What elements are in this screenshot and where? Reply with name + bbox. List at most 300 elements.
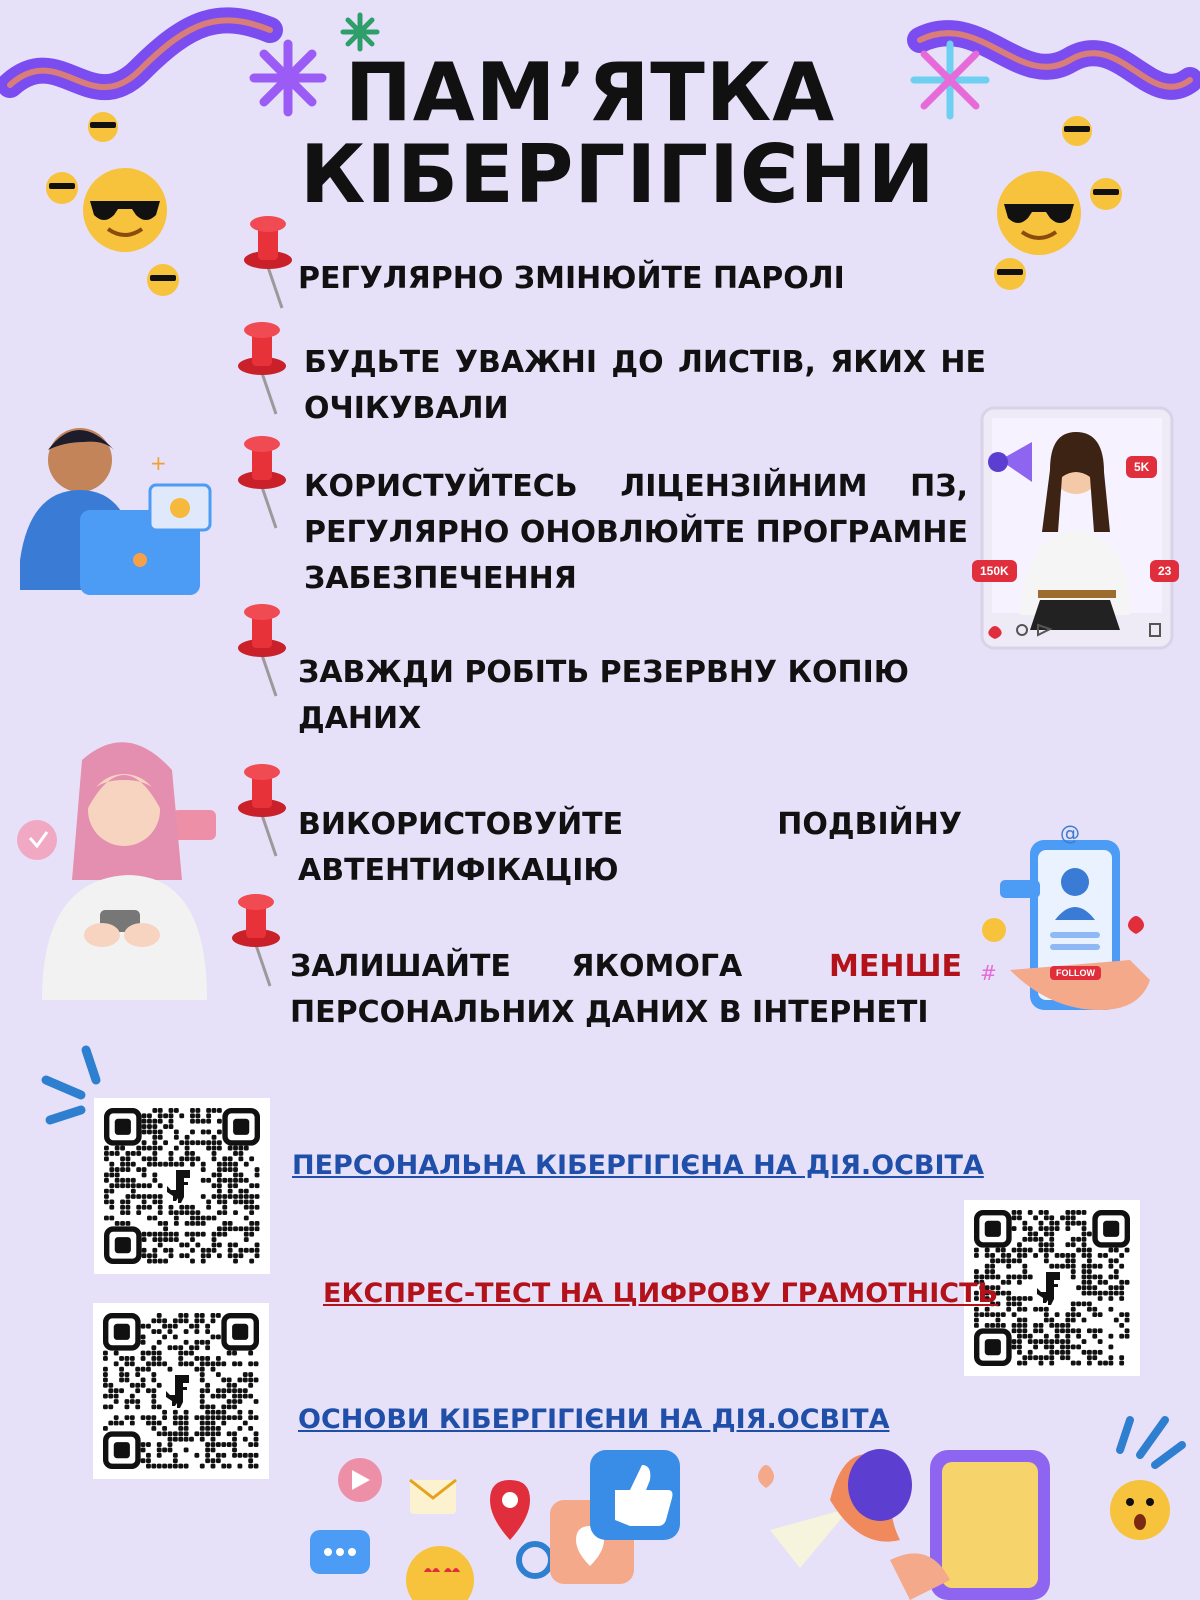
qr-module (1017, 1296, 1022, 1301)
qr-module (212, 1194, 217, 1199)
qr-module (217, 1232, 222, 1237)
qr-module (1071, 1275, 1076, 1280)
qr-module (162, 1410, 167, 1415)
qr-module (109, 1216, 114, 1221)
qr-module (232, 1351, 237, 1356)
qr-module (1044, 1253, 1049, 1258)
qr-module (244, 1194, 249, 1199)
qr-module (1017, 1307, 1022, 1312)
qr-module (1028, 1350, 1033, 1355)
qr-module (244, 1226, 249, 1231)
qr-module (1065, 1221, 1070, 1226)
qr-module (1001, 1312, 1006, 1317)
sunglasses-emoji (86, 110, 120, 144)
qr-finder-pattern (977, 1213, 1009, 1245)
qr-module (108, 1421, 113, 1426)
qr-module (211, 1426, 216, 1431)
qr-module (212, 1156, 217, 1161)
qr-module (158, 1259, 163, 1264)
qr-module (1119, 1291, 1124, 1296)
qr-module (126, 1221, 131, 1226)
qr-module (1049, 1355, 1054, 1360)
qr-module (1098, 1312, 1103, 1317)
qr-module (1022, 1264, 1027, 1269)
qr-module (1017, 1318, 1022, 1323)
qr-module (1087, 1253, 1092, 1258)
pushpin-icon (226, 890, 286, 990)
qr-module (184, 1431, 189, 1436)
qr-module (146, 1367, 151, 1372)
qr-module (103, 1404, 108, 1409)
qr-module (232, 1383, 237, 1388)
pushpin-icon (232, 760, 292, 860)
qr-module (189, 1345, 194, 1350)
qr-module (233, 1162, 238, 1167)
qr-module (151, 1351, 156, 1356)
qr-module (254, 1431, 259, 1436)
qr-module (163, 1226, 168, 1231)
link-personal-cyberhygiene[interactable]: ПЕРСОНАЛЬНА КІБЕРГІГІЄНА НА ДІЯ.ОСВІТА (292, 1150, 984, 1181)
qr-module (990, 1323, 995, 1328)
qr-code-basics[interactable] (93, 1303, 269, 1479)
qr-module (1065, 1264, 1070, 1269)
qr-module (228, 1194, 233, 1199)
qr-module (1033, 1355, 1038, 1360)
pushpin-icon (232, 432, 292, 532)
qr-module (238, 1146, 243, 1151)
qr-module (1087, 1350, 1092, 1355)
qr-module (1022, 1361, 1027, 1366)
qr-module (1108, 1355, 1113, 1360)
qr-module (212, 1140, 217, 1145)
qr-module (184, 1464, 189, 1469)
qr-module (201, 1162, 206, 1167)
qr-module (142, 1253, 147, 1258)
qr-module (158, 1194, 163, 1199)
qr-module (1060, 1253, 1065, 1258)
qr-module (996, 1318, 1001, 1323)
link-cyberhygiene-basics[interactable]: ОСНОВИ КІБЕРГІГІЄНИ НА ДІЯ.ОСВІТА (298, 1404, 890, 1435)
dino-logo-icon (166, 1375, 189, 1408)
qr-module (157, 1404, 162, 1409)
qr-module (255, 1226, 260, 1231)
qr-module (119, 1388, 124, 1393)
qr-module (189, 1361, 194, 1366)
qr-module (1076, 1248, 1081, 1253)
qr-module (151, 1329, 156, 1334)
qr-module (108, 1388, 113, 1393)
qr-module (126, 1151, 131, 1156)
qr-module (1039, 1221, 1044, 1226)
qr-module (114, 1351, 119, 1356)
qr-module (120, 1205, 125, 1210)
qr-module (1087, 1307, 1092, 1312)
qr-module (1012, 1323, 1017, 1328)
qr-module (126, 1156, 131, 1161)
qr-module (1071, 1258, 1076, 1263)
qr-module (1108, 1307, 1113, 1312)
qr-module (1044, 1334, 1049, 1339)
qr-module (255, 1183, 260, 1188)
qr-module (1108, 1285, 1113, 1290)
qr-finder-pattern (1095, 1213, 1127, 1245)
qr-module (114, 1415, 119, 1420)
sunglasses-emoji (992, 256, 1028, 292)
qr-module (152, 1232, 157, 1237)
qr-module (1082, 1350, 1087, 1355)
qr-module (1044, 1248, 1049, 1253)
qr-module (233, 1253, 238, 1258)
qr-module (194, 1453, 199, 1458)
qr-module (1071, 1221, 1076, 1226)
qr-module (1006, 1258, 1011, 1263)
qr-module (194, 1356, 199, 1361)
qr-module (211, 1318, 216, 1323)
qr-module (232, 1388, 237, 1393)
qr-module (217, 1199, 222, 1204)
qr-module (1017, 1258, 1022, 1263)
qr-module (104, 1178, 109, 1183)
qr-module (249, 1210, 254, 1215)
qr-module (1082, 1210, 1087, 1215)
sunglasses-emoji (994, 168, 1084, 258)
qr-module (1033, 1323, 1038, 1328)
qr-module (222, 1210, 227, 1215)
qr-module (255, 1167, 260, 1172)
qr-module (216, 1372, 221, 1377)
qr-module (169, 1113, 174, 1118)
qr-module (152, 1248, 157, 1253)
title-line-2: КІБЕРГІГІЄНИ (300, 128, 936, 221)
qr-module (178, 1415, 183, 1420)
qr-module (1071, 1361, 1076, 1366)
qr-module (243, 1378, 248, 1383)
qr-module (184, 1421, 189, 1426)
qr-module (244, 1162, 249, 1167)
link-express-test[interactable]: ЕКСПРЕС-ТЕСТ НА ЦИФРОВУ ГРАМОТНІСТЬ (323, 1278, 999, 1309)
qr-module (974, 1253, 979, 1258)
qr-module (1044, 1339, 1049, 1344)
qr-module (237, 1394, 242, 1399)
qr-module (162, 1324, 167, 1329)
qr-module (152, 1124, 157, 1129)
qr-module (1065, 1328, 1070, 1333)
qr-module (174, 1232, 179, 1237)
qr-module (1028, 1237, 1033, 1242)
qr-module (168, 1442, 173, 1447)
comments-badge: 23 (1150, 560, 1179, 582)
qr-module (157, 1464, 162, 1469)
qr-module (217, 1178, 222, 1183)
qr-module (1087, 1355, 1092, 1360)
followers-badge: 5K (1126, 456, 1157, 478)
qr-module (151, 1318, 156, 1323)
qr-module (1060, 1328, 1065, 1333)
qr-module (1022, 1253, 1027, 1258)
qr-module (1039, 1237, 1044, 1242)
qr-module (1060, 1339, 1065, 1344)
qr-module (185, 1151, 190, 1156)
qr-module (1012, 1248, 1017, 1253)
qr-module (996, 1248, 1001, 1253)
qr-module (1108, 1334, 1113, 1339)
qr-module (120, 1210, 125, 1215)
qr-module (249, 1259, 254, 1264)
qr-module (169, 1210, 174, 1215)
qr-module (147, 1232, 152, 1237)
qr-module (163, 1259, 168, 1264)
qr-module (1119, 1296, 1124, 1301)
qr-module (126, 1178, 131, 1183)
qr-module (233, 1259, 238, 1264)
qr-module (211, 1313, 216, 1318)
qr-module (1082, 1275, 1087, 1280)
qr-module (152, 1162, 157, 1167)
qr-module (1071, 1210, 1076, 1215)
page-title (300, 46, 936, 221)
qr-module (201, 1221, 206, 1226)
qr-code-personal[interactable] (94, 1098, 270, 1274)
qr-module (104, 1216, 109, 1221)
qr-module (1039, 1307, 1044, 1312)
qr-module (152, 1178, 157, 1183)
dino-logo-icon (167, 1170, 190, 1203)
qr-module (1022, 1248, 1027, 1253)
qr-module (1028, 1232, 1033, 1237)
pushpin-icon (232, 600, 292, 700)
qr-module (109, 1151, 114, 1156)
qr-module (248, 1351, 253, 1356)
qr-module (146, 1388, 151, 1393)
qr-module (126, 1199, 131, 1204)
qr-module (237, 1453, 242, 1458)
qr-module (146, 1442, 151, 1447)
qr-module (190, 1205, 195, 1210)
qr-module (141, 1458, 146, 1463)
qr-module (142, 1156, 147, 1161)
qr-module (174, 1108, 179, 1113)
qr-module (1012, 1210, 1017, 1215)
qr-module (227, 1404, 232, 1409)
qr-module (228, 1178, 233, 1183)
qr-module (146, 1351, 151, 1356)
qr-module (1006, 1275, 1011, 1280)
qr-module (173, 1324, 178, 1329)
qr-module (109, 1173, 114, 1178)
qr-module (206, 1253, 211, 1258)
qr-module (1017, 1350, 1022, 1355)
qr-module (244, 1216, 249, 1221)
qr-module (1022, 1355, 1027, 1360)
qr-module (131, 1183, 136, 1188)
sunglasses-emoji (1088, 176, 1124, 212)
qr-module (1028, 1226, 1033, 1231)
qr-module (227, 1383, 232, 1388)
qr-module (254, 1437, 259, 1442)
qr-module (200, 1361, 205, 1366)
qr-module (195, 1119, 200, 1124)
qr-module (1055, 1323, 1060, 1328)
qr-module (232, 1404, 237, 1409)
qr-module (996, 1258, 1001, 1263)
qr-module (1082, 1264, 1087, 1269)
qr-module (126, 1183, 131, 1188)
qr-module (174, 1135, 179, 1140)
qr-module (1082, 1242, 1087, 1247)
qr-module (1049, 1350, 1054, 1355)
qr-module (162, 1464, 167, 1469)
qr-module (248, 1372, 253, 1377)
qr-module (254, 1378, 259, 1383)
qr-module (1065, 1318, 1070, 1323)
qr-module (157, 1421, 162, 1426)
qr-module (238, 1253, 243, 1258)
qr-module (142, 1130, 147, 1135)
qr-module (114, 1399, 119, 1404)
qr-module (109, 1162, 114, 1167)
qr-module (195, 1221, 200, 1226)
qr-module (201, 1216, 206, 1221)
qr-module (147, 1259, 152, 1264)
qr-module (222, 1221, 227, 1226)
sparkle-icon (910, 40, 990, 120)
qr-module (217, 1253, 222, 1258)
qr-module (1119, 1361, 1124, 1366)
qr-module (205, 1361, 210, 1366)
qr-module (158, 1162, 163, 1167)
qr-module (1087, 1275, 1092, 1280)
qr-module (125, 1404, 130, 1409)
qr-module (974, 1269, 979, 1274)
qr-module (1033, 1307, 1038, 1312)
qr-module (147, 1194, 152, 1199)
qr-module (1119, 1323, 1124, 1328)
qr-module (1098, 1339, 1103, 1344)
qr-module (206, 1248, 211, 1253)
qr-module (1065, 1344, 1070, 1349)
qr-module (1044, 1226, 1049, 1231)
qr-module (211, 1442, 216, 1447)
qr-module (233, 1226, 238, 1231)
qr-module (141, 1383, 146, 1388)
qr-module (157, 1318, 162, 1323)
qr-module (1108, 1291, 1113, 1296)
qr-module (200, 1318, 205, 1323)
qr-module (216, 1431, 221, 1436)
qr-module (985, 1323, 990, 1328)
qr-module (178, 1431, 183, 1436)
qr-module (1055, 1350, 1060, 1355)
qr-module (222, 1156, 227, 1161)
qr-module (1087, 1285, 1092, 1290)
qr-module (178, 1318, 183, 1323)
qr-module (147, 1119, 152, 1124)
qr-module (147, 1113, 152, 1118)
qr-module (147, 1130, 152, 1135)
qr-module (126, 1162, 131, 1167)
qr-module (108, 1383, 113, 1388)
qr-module (238, 1194, 243, 1199)
qr-module (1098, 1253, 1103, 1258)
qr-module (990, 1253, 995, 1258)
qr-module (1082, 1221, 1087, 1226)
qr-module (1049, 1242, 1054, 1247)
qr-module (1092, 1264, 1097, 1269)
qr-module (104, 1199, 109, 1204)
qr-module (1060, 1350, 1065, 1355)
qr-module (1022, 1226, 1027, 1231)
qr-module (146, 1453, 151, 1458)
qr-module (109, 1199, 114, 1204)
qr-module (990, 1258, 995, 1263)
qr-module (201, 1167, 206, 1172)
qr-module (173, 1464, 178, 1469)
qr-module (232, 1394, 237, 1399)
qr-module (1065, 1350, 1070, 1355)
qr-module (151, 1388, 156, 1393)
qr-module (212, 1183, 217, 1188)
qr-module (1065, 1339, 1070, 1344)
qr-module (1114, 1248, 1119, 1253)
qr-module (151, 1426, 156, 1431)
qr-module (1071, 1269, 1076, 1274)
qr-module (1012, 1312, 1017, 1317)
qr-module (211, 1447, 216, 1452)
qr-module (189, 1324, 194, 1329)
qr-module (141, 1340, 146, 1345)
qr-module (1060, 1264, 1065, 1269)
qr-module (244, 1178, 249, 1183)
qr-module (125, 1415, 130, 1420)
qr-module (1087, 1248, 1092, 1253)
qr-module (1125, 1318, 1130, 1323)
qr-module (1022, 1307, 1027, 1312)
qr-module (200, 1356, 205, 1361)
qr-module (152, 1237, 157, 1242)
qr-module (227, 1415, 232, 1420)
qr-module (120, 1156, 125, 1161)
qr-module (212, 1216, 217, 1221)
qr-module (120, 1221, 125, 1226)
qr-module (1087, 1291, 1092, 1296)
qr-module (151, 1464, 156, 1469)
qr-module (221, 1421, 226, 1426)
qr-module (135, 1399, 140, 1404)
qr-module (130, 1421, 135, 1426)
qr-module (130, 1415, 135, 1420)
qr-module (169, 1253, 174, 1258)
qr-module (114, 1388, 119, 1393)
qr-module (1055, 1339, 1060, 1344)
qr-module (1092, 1285, 1097, 1290)
qr-module (1076, 1344, 1081, 1349)
qr-module (173, 1437, 178, 1442)
qr-module (185, 1221, 190, 1226)
qr-module (205, 1431, 210, 1436)
qr-module (1049, 1344, 1054, 1349)
qr-module (157, 1313, 162, 1318)
qr-module (163, 1221, 168, 1226)
qr-module (1028, 1296, 1033, 1301)
qr-module (237, 1426, 242, 1431)
qr-module (141, 1442, 146, 1447)
pushpin-icon (238, 212, 298, 312)
qr-module (248, 1383, 253, 1388)
qr-module (221, 1442, 226, 1447)
qr-module (169, 1237, 174, 1242)
qr-module (205, 1415, 210, 1420)
qr-module (248, 1426, 253, 1431)
